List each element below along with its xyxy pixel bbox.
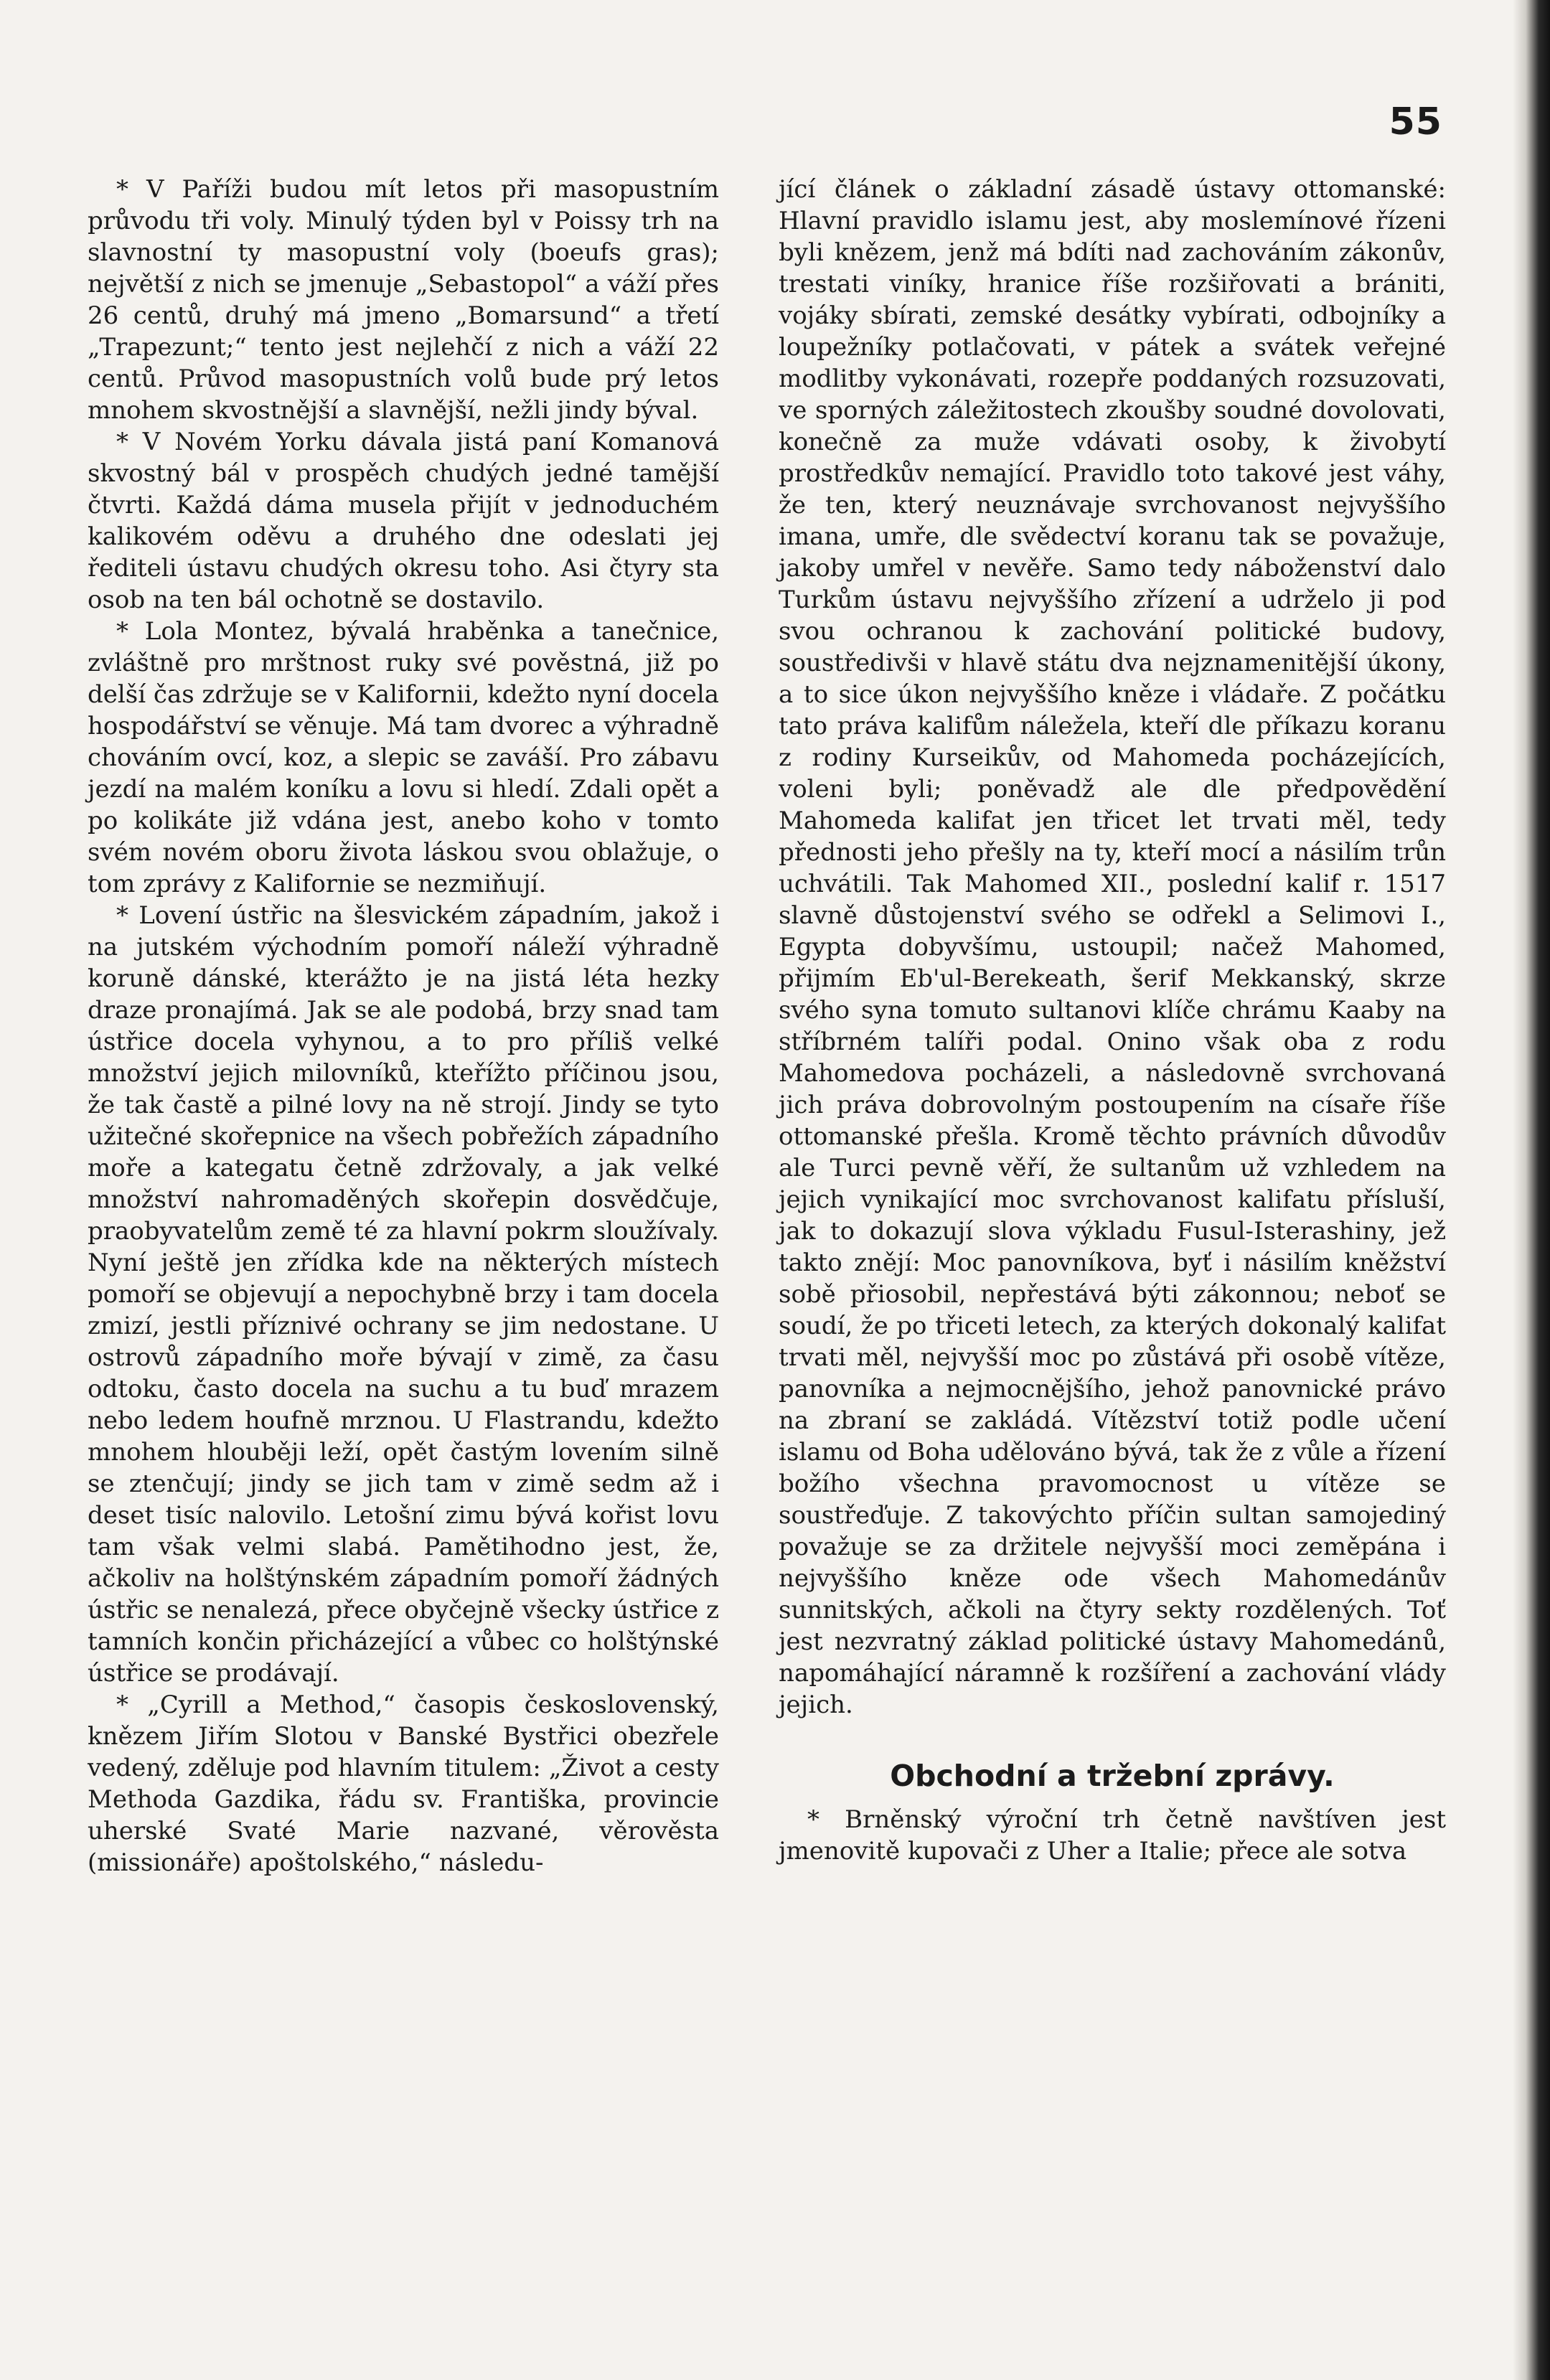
left-column <box>88 174 719 1878</box>
article-brno-fair: * Brněnský výroční trh četně navštíven jest jmenovitě kupovači z Uher a Italie; přece ale sotva <box>779 1805 1446 1866</box>
article-ottoman-constitution: jící článek o základní zásadě ústavy ottomanské: Hlavní pravidlo islamu jest, aby moslemínové řízeni byli knězem, jenž má bdíti nad zachováním zákonův, trestati viníky, hranice říše rozšiřovati a brániti, vojáky sbírati, zemské desátky vybírati, odbojníky a loupežníky potlačovati, v pátek a svátek veřejné modlitby vykonávati, rozepře poddaných rozsuzovati, ve sporných záležitostech zkoušby soudné dovolovati, konečně za muže vdávati osoby, k živobytí prostředkův nemající. Pravidlo toto takové jest váhy, že ten, který neuznávaje svrchovanost nejvyššího imana, umře, dle svědectví koranu tak se považuje, jakoby umřel v nevěře. Samo tedy náboženství dalo Turkům ústavu nejvyššího zřízení a udrželo ji pod svou ochranou k zachování politické budovy, soustředivši v hlavě státu dva nejznamenitější úkony, a to sice úkon nejvyššího kněze i vládaře. Z počátku tato práva kalifům náležela, kteří dle příkazu koranu z rodiny Kurseikův, od Mahomeda pocházejících, voleni byli; poněvadž ale dle předpovědění Mahomeda kalifat jen třicet let trvati měl, tedy přednosti jeho přešly na ty, kteří mocí a násilím trůn uchvátili. Tak Mahomed XII., poslední kalif r. 1517 slavně důstojenství svého se odřekl a Selimovi I., Egypta dobyvšímu, ustoupil; načež Mahomed, přijmím Eb'ul-Berekeath, šerif Mekkanský, skrze svého syna tomuto sultanovi klíče chrámu Kaaby na stříbrném talíři podal. Onino však oba z rodu Mahomedova pocházeli, a následovně svrchovaná jich práva dobrovolným postoupením na císaře říše ottomanské přešla. Kromě těchto právních důvodův ale Turci pevně věří, že sultanům už vzhledem na jejich vynikající moc svrchovanost kalifatu přísluší, jak to dokazují slova výkladu Fusul-Isterashiny, jež takto znějí: Moc panovníkova, byť i násilím kněžství sobě přiosobil, nepřestává býti zákonnou; neboť se soudí, že po třiceti letech, za kterých dokonalý kalifat trvati měl, nejvyšší moc po zůstává při osobě vítěze, panovníka a nejmocnějšího, jehož panovnické právo na zbraní se zakládá. Vítězství totiž podle učení islamu od Boha udělováno bývá, tak že z vůle a řízení božího všechna pravomocnost u vítěze se soustřeďuje. Z takovýchto příčin sultan samojediný považuje se za držitele nejvyšší moci zeměpána i nejvyššího kněze ode všech Mahomedánův sunnitských, ačkoli na čtyry sekty rozdělených. Toť jest nezvratný základ politické ústavy Mahomedánů, napomáhající náramně k rozšíření a zachování vlády jejich. <box>779 175 1446 1719</box>
article-oyster-fishing: * Lovení ústřic na šlesvickém západním, jakož i na jutském východním pomoří náleží výhradně koruně dánské, kterážto je na jistá léta hezky draze pronajímá. Jak se ale podobá, brzy snad tam ústřice docela vyhynou, a to pro příliš velké množství jejich milovníků, kteřížto příčinou jsou, že tak častě a pilné lovy na ně strojí. Jindy se tyto užitečné skořepnice na všech pobřežích západního moře a kategatu četně zdržovaly, a jak velké množství nahromaděných skořepin dosvědčuje, praobyvatelům země té za hlavní pokrm sloužívaly. Nyní ještě jen zřídka kde na některých místech pomoří se objevují a nepochybně brzy i tam docela zmizí, jestli příznivé ochrany se jim nedostane. U ostrovů západního moře bývají v zimě, za času odtoku, často docela na suchu a tu buď mrazem nebo ledem houfně mrznou. U Flastrandu, kdežto mnohem hlouběji leží, opět častým lovením silně se ztenčují; jindy se jich tam v zimě sedm až i deset tisíc nalovilo. Letošní zimu bývá kořist lovu tam však velmi slabá. Pamětihodno jest, že, ačkoliv na holštýnském západním pomoří žádných ústřic se nenalezá, přece obyčejně všecky ústřice z tamních končin přicházející a vůbec co holštýnské ústřice se prodávají. <box>88 901 719 1688</box>
article-lola-montez: * Lola Montez, bývalá hraběnka a tanečnice, zvláštně pro mrštnost ruky své pověstná, již po delší čas zdržuje se v Kalifornii, kdežto nyní docela hospodářství se věnuje. Má tam dvorec a výhradně chováním ovcí, koz, a slepic se zaváší. Pro zábavu jezdí na malém koníku a lovu si hledí. Zdali opět a po kolikáte již vdána jest, anebo koho v tomto svém novém oboru života láskou svou oblažuje, o tom zprávy z Kalifornie se nezmiňují. <box>88 617 719 898</box>
article-paris-oxen: * V Paříži budou mít letos při masopustním průvodu tři voly. Minulý týden byl v Poissy trh na slavnostní ty masopustní voly (boeufs gras); největší z nich se jmenuje „Sebastopol“ a váží přes 26 centů, druhý má jmeno „Bomarsund“ a třetí „Trapezunt;“ tento jest nejlehčí z nich a váží 22 centů. Průvod masopustních volů bude prý letos mnohem skvostnější a slavnější, nežli jindy býval. <box>88 175 719 425</box>
section-heading-trade-news: Obchodní a tržební zprávy. <box>890 1759 1335 1793</box>
page-number: 55 <box>1389 100 1442 144</box>
right-column <box>779 174 1446 1867</box>
page-edge-shadow <box>1513 0 1550 2380</box>
article-new-york-ball: * V Novém Yorku dávala jistá paní Komanová skvostný bál v prospěch chudých jedné tamější čtvrti. Každá dáma musela přijít v jednoduchém kalikovém oděvu a druhého dne odeslati jej řediteli ústavu chudých okresu toho. Asi čtyry sta osob na ten bál ochotně se dostavilo. <box>88 428 719 614</box>
article-cyrill-method: * „Cyrill a Method,“ časopis československý, knězem Jiřím Slotou v Banské Bystřici obezřele vedený, zděluje pod hlavním titulem: „Život a cesty Methoda Gazdika, řádu sv. Františka, provincie uherské Svaté Marie nazvané, věrověsta (missionáře) apoštolského,“ následu- <box>88 1690 719 1877</box>
